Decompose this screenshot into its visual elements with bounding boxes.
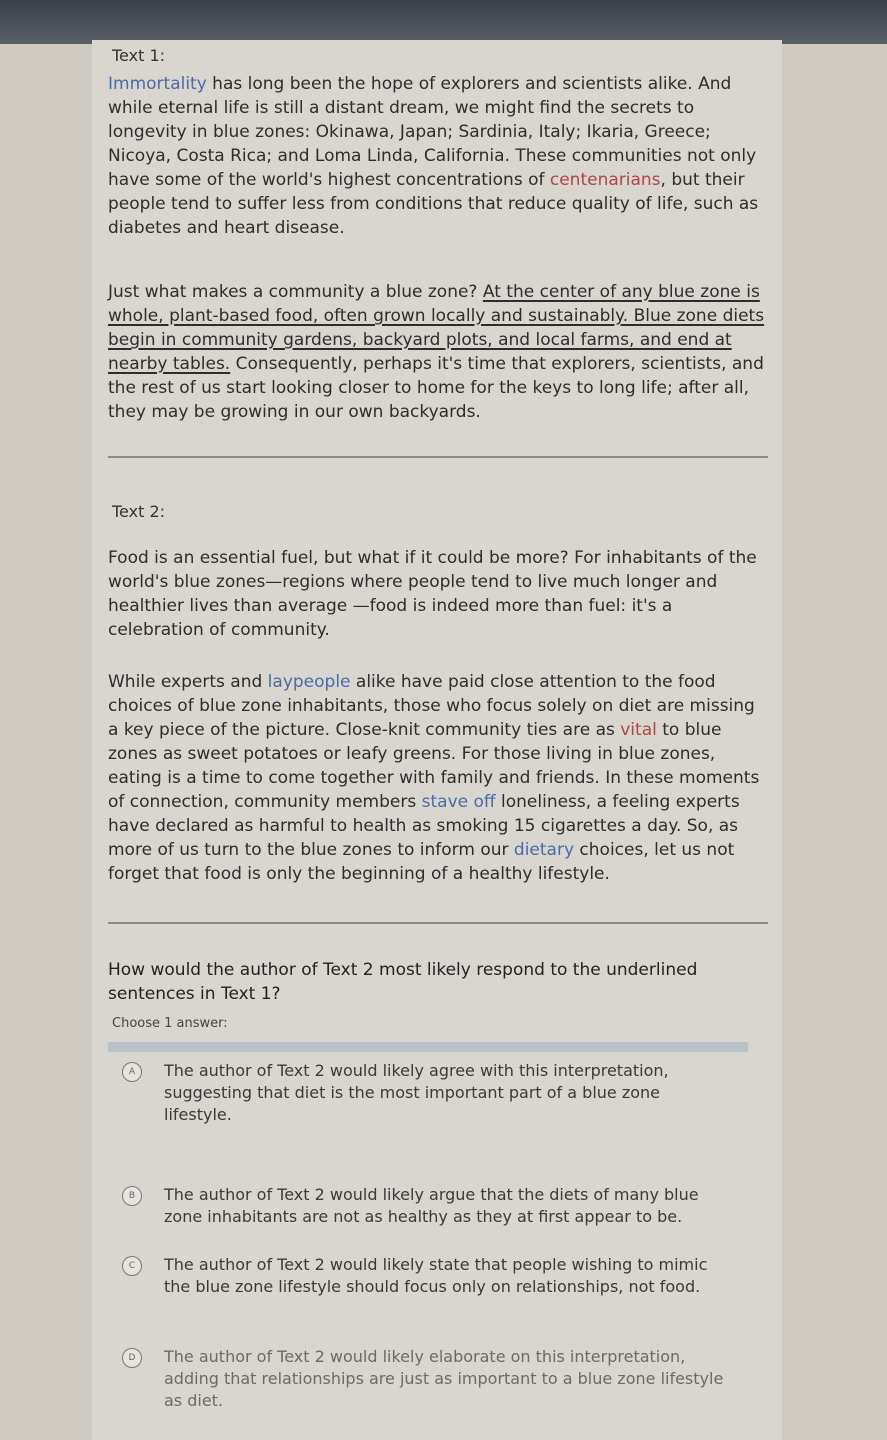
text1-paragraph-1: Immortality has long been the hope of explorers and scientists alike. And while eternal life is still a distant dream, we might find the secrets to longevity in blue zones: Okinawa, Japan; Sardinia, Italy; Ikaria, Greece; Nicoya, Costa Rica; and Loma Linda, California. These communities not only have some of the world's highest concentrations of centenarians, but their people tend to suffer less from conditions that reduce quality of life, such as diabetes and heart disease. [108,74,759,238]
choose-label: Choose 1 answer: [112,1016,228,1031]
highlight-word[interactable]: centenarians [549,170,661,190]
question-text: How would the author of Text 2 most likely respond to the underlined sentences in Text 1? [108,960,698,1004]
highlight-word[interactable]: vital [620,720,657,740]
highlight-word[interactable]: stave off [421,792,496,812]
text2-paragraph-2: While experts and laypeople alike have paid close attention to the food choices of blue zone inhabitants, those who focus solely on diet are missing a key piece of the picture. Close-knit community ties are as vital to blue zones as sweet potatoes or leafy greens. For those living in blue zones, eating is a time to come together with family and friends. In these moments of connection, community members stave off loneliness, a feeling experts have declared as harmful to health as smoking 15 cigarettes a day. So, as more of us turn to the blue zones to inform our dietary choices, let us not forget that food is only the beginning of a healthy lifestyle. [108,672,760,884]
selection-indicator-bar [108,1042,748,1052]
top-bar [0,0,887,44]
option-text: The author of Text 2 would likely agree with this interpretation, suggesting that diet is the most important part of a blue zone lifestyle. [164,1061,669,1124]
text2-paragraph-1: Food is an essential fuel, but what if it could be more? For inhabitants of the world's blue zones—regions where people tend to live much longer and healthier lives than average —food is indeed more than fuel: it's a celebration of community. [108,548,757,640]
text2-label: Text 2: [112,502,166,521]
option-text: The author of Text 2 would likely state that people wishing to mimic the blue zone lifestyle should focus only on relationships, not food. [164,1255,708,1296]
text1-paragraph-2: Just what makes a community a blue zone? At the center of any blue zone is whole, plant-based food, often grown locally and sustainably. Blue zone diets begin in community gardens, backyard plots, and local farms, and end at nearby tables. Consequently, perhaps it's time that explorers, scientists, and the rest of us start looking closer to home for the keys to long life; after all, they may be growing in our own backyards. [108,282,765,422]
answer-option-c[interactable] [112,1254,762,1334]
option-text: The author of Text 2 would likely elaborate on this interpretation, adding that relationships are just as important to a blue zone lifestyle as diet. [164,1347,724,1410]
divider [108,456,768,458]
answer-option-b[interactable] [112,1184,762,1264]
highlight-word[interactable]: laypeople [267,672,351,692]
radio-button-a[interactable]: A [122,1062,142,1082]
option-text: The author of Text 2 would likely argue that the diets of many blue zone inhabitants are not as healthy as they at first appear to be. [164,1185,699,1226]
answer-option-d[interactable] [112,1346,762,1426]
underlined-sentences: At the center of any blue zone is whole, plant-based food, often grown locally and sustainably. Blue zone diets begin in community gardens, backyard plots, and local farms, and end at nearby tables. [108,282,765,374]
answer-option-a[interactable] [112,1060,762,1140]
divider [108,922,768,924]
text1-label: Text 1: [112,46,166,65]
radio-button-c[interactable]: C [122,1256,142,1276]
highlight-word[interactable]: Immortality [108,74,207,94]
radio-button-d[interactable]: D [122,1348,142,1368]
highlight-word[interactable]: dietary [513,840,575,860]
radio-button-b[interactable]: B [122,1186,142,1206]
